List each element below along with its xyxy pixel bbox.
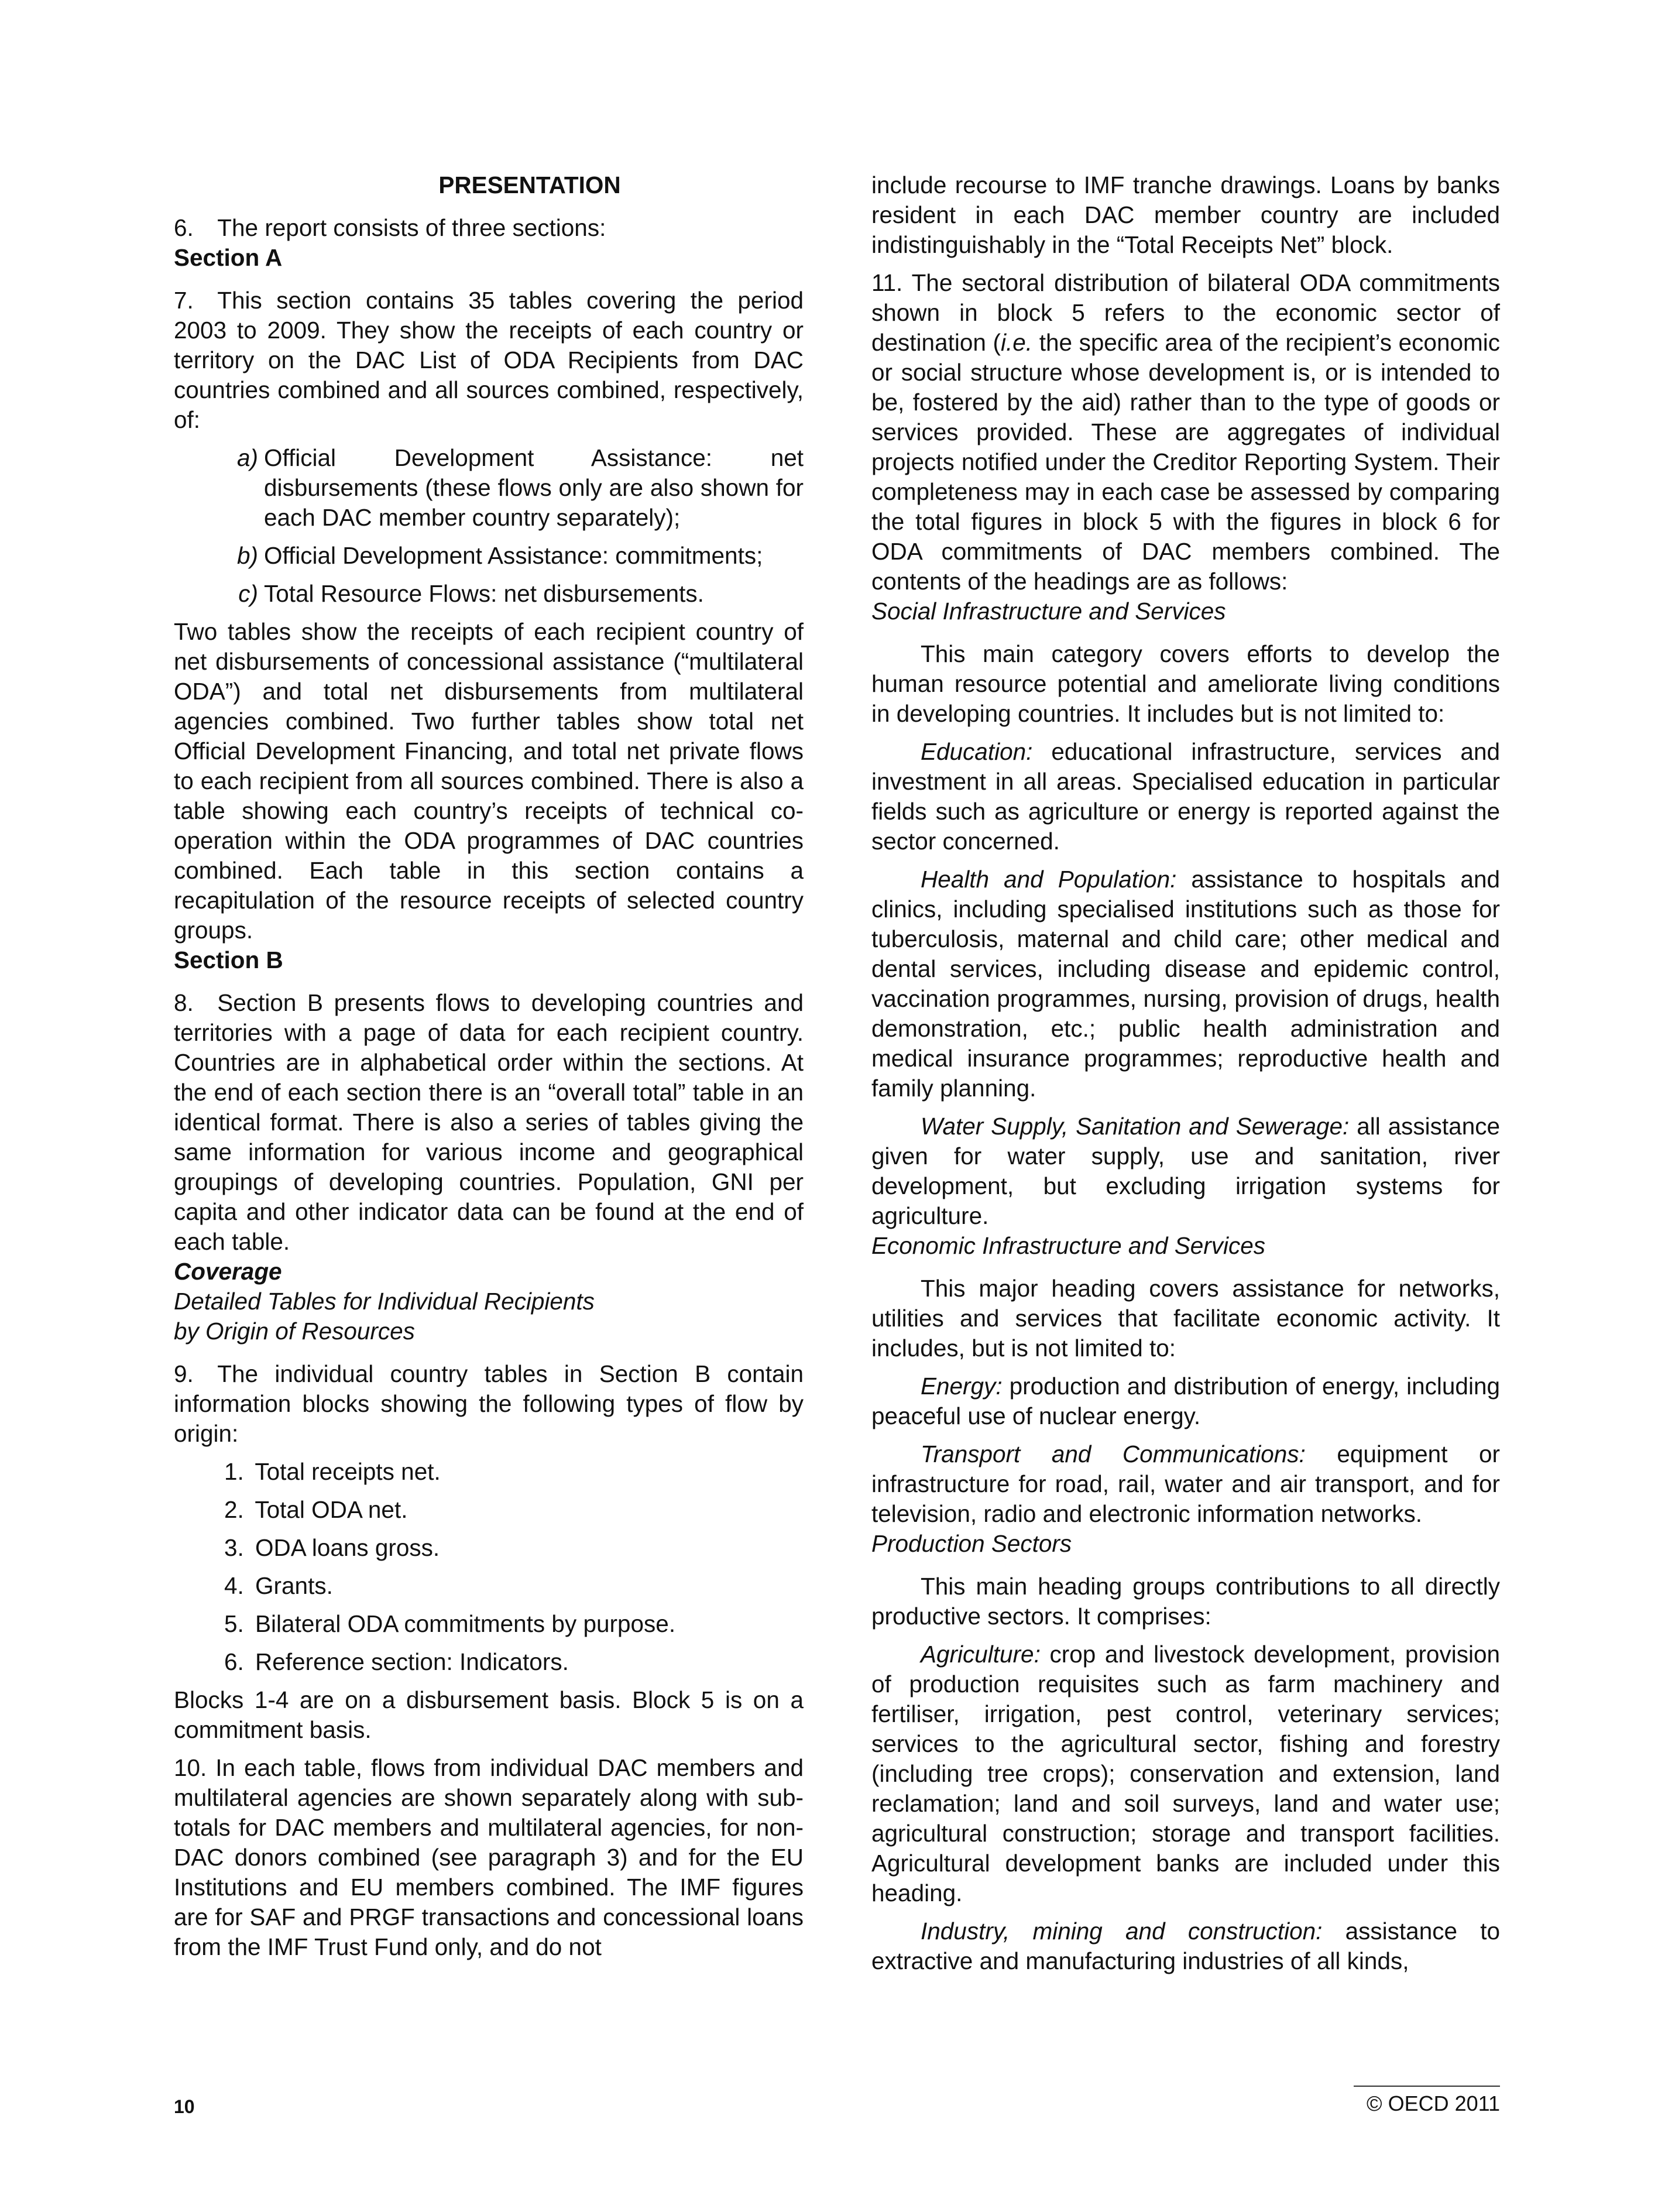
list-item-b — [228, 541, 804, 571]
health-text: assistance to hospitals and clinics, including specialised institutions such as those for tuberculosis, maternal and child care; other medical and dental services, including disease and epidemic control, vaccination programmes, nursing, provision of drugs, health demonstration, etc.; public health administration and medical insurance programmes; reproductive health and family planning. — [871, 866, 1500, 1102]
page-number: 10 — [174, 2096, 195, 2117]
list-item — [224, 1609, 804, 1639]
paragraph-9-list — [174, 1457, 804, 1677]
energy-text: production and distribution of energy, including peaceful use of nuclear energy. — [871, 1373, 1500, 1429]
paragraph-9-continued: Blocks 1-4 are on a disbursement basis. Block 5 is on a commitment basis. — [174, 1686, 804, 1743]
paragraph-9: 9. The individual country tables in Section B contain information blocks showing the following types of flow by origin: — [174, 1360, 804, 1447]
list-item — [224, 1533, 804, 1563]
production-sectors-intro: This main heading groups contributions to all directly productive sectors. It comprises: — [871, 1573, 1500, 1630]
education-label: Education: — [921, 738, 1033, 765]
list-marker: c) — [238, 580, 258, 607]
list-text: Total Resource Flows: net disbursements. — [264, 580, 704, 607]
coverage-heading: Coverage — [174, 1258, 282, 1285]
education-paragraph — [871, 737, 1500, 856]
paragraph-7: 7. This section contains 35 tables covering the period 2003 to 2009. They show the receipts of each country or territory on the DAC List of ODA Recipients from DAC countries combined and all sources combined, respectively, of: — [174, 287, 804, 433]
right-column — [871, 170, 1500, 1976]
list-item — [224, 1495, 804, 1525]
list-marker: 4. — [224, 1572, 244, 1599]
paragraph-10: 10. In each table, flows from individual DAC members and multilateral agencies are shown separately along with sub-totals for DAC members and multilateral agencies, for non-DAC donors combined (see paragraph 3) and for the EU Institutions and EU members combined. The IMF figures are for SAF and PRGF transactions and concessional loans from the IMF Trust Fund only, and do not — [174, 1754, 804, 1960]
list-text: Bilateral ODA commitments by purpose. — [255, 1610, 676, 1637]
list-item-c — [228, 579, 804, 609]
list-item — [224, 1457, 804, 1487]
health-label: Health and Population: — [921, 866, 1177, 893]
list-text: ODA loans gross. — [255, 1534, 440, 1561]
production-sectors-heading: Production Sectors — [871, 1530, 1072, 1557]
paragraph-11-part2: the specific area of the recipient’s economic or social structure whose development is, or is intended to be, fostered by the aid) rather than to the type of goods or services provided. These are aggregates of individual projects notified under the Creditor Reporting System. Their completeness may in each case be assessed by comparing the total figures in block 5 with the figures in block 6 for ODA commitments of DAC members combined. The contents of the headings are as follows: — [871, 329, 1500, 595]
transport-label: Transport and Communications: — [921, 1441, 1306, 1467]
list-text: Grants. — [255, 1572, 333, 1599]
industry-text: assistance to extractive and manufacturing industries of all kinds, — [871, 1918, 1500, 1974]
list-item — [224, 1571, 804, 1601]
paragraph-11 — [871, 268, 1500, 596]
paragraph-8: 8. Section B presents flows to developing countries and territories with a page of data for each recipient country. Countries are in alphabetical order within the sections. At the end of each section there is an “overall total” table in an identical format. There is also a series of tables giving the same information for various income and geographical groupings of developing countries. Population, GNI per capita and other indicator data can be found at the end of each table. — [174, 989, 804, 1255]
list-marker: b) — [236, 542, 258, 569]
industry-label: Industry, mining and construction: — [921, 1918, 1323, 1944]
economic-infrastructure-heading: Economic Infrastructure and Services — [871, 1232, 1266, 1259]
section-b-heading: Section B — [174, 946, 283, 973]
list-marker: 2. — [224, 1496, 244, 1523]
list-text: Official Development Assistance: commitments; — [264, 542, 763, 569]
list-marker: 5. — [224, 1610, 244, 1637]
energy-paragraph — [871, 1371, 1500, 1431]
list-text: Official Development Assistance: net disbursements (these flows only are also shown for each DAC member country separately); — [264, 444, 804, 531]
list-text: Total receipts net. — [255, 1458, 441, 1485]
left-column — [174, 170, 804, 1962]
paragraph-11-ie: i.e. — [1001, 329, 1033, 356]
section-a-heading: Section A — [174, 244, 283, 271]
water-paragraph — [871, 1112, 1500, 1231]
copyright-notice: © OECD 2011 — [1367, 2091, 1500, 2115]
education-text: educational infrastructure, services and investment in all areas. Specialised education in particular fields such as agriculture or energy is reported against the sector concerned. — [871, 738, 1500, 855]
paragraph-6: 6. The report consists of three sections: — [174, 214, 606, 241]
list-marker: a) — [236, 444, 258, 471]
agriculture-paragraph — [871, 1640, 1500, 1908]
list-text: Total ODA net. — [255, 1496, 408, 1523]
list-marker: 6. — [224, 1648, 244, 1675]
presentation-title: PRESENTATION — [438, 172, 621, 198]
paragraph-10-continued: include recourse to IMF tranche drawings. Loans by banks resident in each DAC member country are included indistinguishably in the “Total Receipts Net” block. — [871, 172, 1500, 258]
economic-infrastructure-intro: This major heading covers assistance for networks, utilities and services that facilitate economic activity. It includes, but is not limited to: — [871, 1275, 1500, 1362]
list-marker: 1. — [224, 1458, 244, 1485]
paragraph-7-continued: Two tables show the receipts of each recipient country of net disbursements of concessional assistance (“multilateral ODA”) and total net disbursements from multilateral agencies combined. Two further tables show total net Official Development Financing, and total net private flows to each recipient from all sources combined. There is also a table showing each country’s receipts of technical co-operation within the ODA programmes of DAC countries combined. Each table in this section contains a recapitulation of the resource receipts of selected country groups. — [174, 618, 804, 944]
industry-paragraph — [871, 1916, 1500, 1976]
transport-paragraph — [871, 1439, 1500, 1529]
list-item-a — [228, 443, 804, 533]
water-text: all assistance given for water supply, use and sanitation, river development, but excluding irrigation systems for agriculture. — [871, 1113, 1500, 1229]
paragraph-11-part1: 11. The sectoral distribution of bilateral ODA commitments shown in block 5 refers to the economic sector of destination ( — [871, 269, 1500, 356]
agriculture-text: crop and livestock development, provision of production requisites such as farm machinery and fertiliser, irrigation, pest control, veterinary services; services to the agricultural sector, fishing and forestry (including tree crops); conservation and extension, land reclamation; land and soil surveys, land and water use; agricultural construction; storage and transport facilities. Agricultural development banks are included under this heading. — [871, 1641, 1500, 1906]
footer-divider — [1354, 2086, 1500, 2087]
detailed-tables-heading-line1: Detailed Tables for Individual Recipients — [174, 1288, 595, 1315]
water-label: Water Supply, Sanitation and Sewerage: — [921, 1113, 1350, 1140]
social-infrastructure-intro: This main category covers efforts to develop the human resource potential and ameliorate living conditions in developing countries. It includes but is not limited to: — [871, 640, 1500, 727]
list-text: Reference section: Indicators. — [255, 1648, 569, 1675]
health-paragraph — [871, 865, 1500, 1103]
energy-label: Energy: — [921, 1373, 1003, 1400]
list-marker: 3. — [224, 1534, 244, 1561]
detailed-tables-heading-line2: by Origin of Resources — [174, 1318, 415, 1345]
transport-text: equipment or infrastructure for road, rail, water and air transport, and for television, radio and electronic information networks. — [871, 1441, 1500, 1527]
agriculture-label: Agriculture: — [921, 1641, 1041, 1668]
list-item — [224, 1647, 804, 1677]
paragraph-7-list — [174, 443, 804, 609]
social-infrastructure-heading: Social Infrastructure and Services — [871, 598, 1226, 625]
